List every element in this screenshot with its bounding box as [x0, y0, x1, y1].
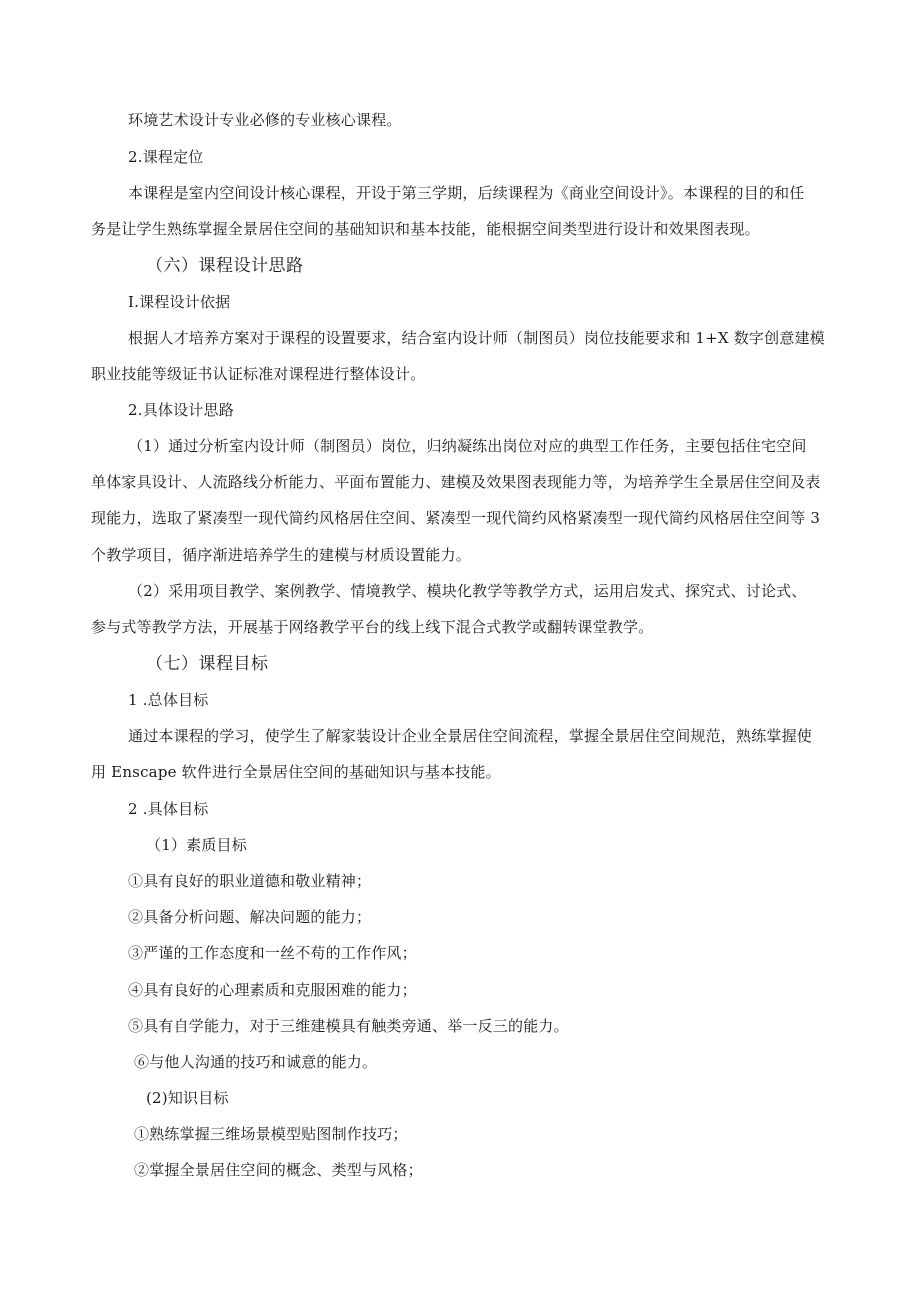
list-item: ⑥与他人沟通的技巧和诚意的能力。	[134, 1053, 378, 1071]
paragraph-line: 职业技能等级证书认证标准对课程进行整体设计。	[91, 365, 426, 383]
paragraph-line: 本课程是室内空间设计核心课程，开设于第三学期，后续课程为《商业空间设计》。本课程的目的和任	[128, 184, 805, 202]
list-item: ④具有良好的心理素质和克服困难的能力；	[128, 981, 417, 999]
section-subheading: (2)知识目标	[146, 1089, 229, 1107]
paragraph-line: 环境艺术设计专业必修的专业核心课程。	[128, 111, 402, 129]
list-item: ②掌握全景居住空间的概念、类型与风格；	[134, 1161, 423, 1179]
paragraph-line: 参与式等教学方法，开展基于网络教学平台的线上线下混合式教学或翻转课堂教学。	[91, 618, 654, 636]
paragraph-line: 根据人才培养方案对于课程的设置要求，结合室内设计师（制图员）岗位技能要求和 1+X 数字创意建模	[128, 329, 825, 347]
paragraph-line: （2）采用项目教学、案例教学、情境教学、模块化教学等教学方式，运用启发式、探究式、讨论式、	[128, 582, 807, 600]
section-subheading: I.课程设计依据	[128, 293, 231, 311]
list-item: ③严谨的工作态度和一丝不苟的工作作风；	[128, 944, 417, 962]
section-subheading: 2 .具体目标	[128, 800, 209, 818]
paragraph-line: 务是让学生熟练掌握全景居住空间的基础知识和基本技能，能根据空间类型进行设计和效果图表现。	[91, 220, 760, 238]
list-item: ①具有良好的职业道德和敬业精神；	[128, 872, 372, 890]
paragraph-line: 单体家具设计、人流路线分析能力、平面布置能力、建模及效果图表现能力等，为培养学生全景居住空间及表	[91, 473, 821, 491]
list-item: ⑤具有自学能力，对于三维建模具有触类旁通、举一反三的能力。	[128, 1017, 569, 1035]
paragraph-line: 通过本课程的学习，使学生了解家装设计企业全景居住空间流程，掌握全景居住空间规范，熟练掌握使	[128, 727, 813, 745]
list-item: ①熟练掌握三维场景模型贴图制作技巧；	[134, 1125, 408, 1143]
paragraph-line: 现能力，选取了紧凑型一现代简约风格居住空间、紧凑型一现代简约风格紧凑型一现代简约风格居住空间等 3	[91, 509, 821, 527]
paragraph-line: （1）通过分析室内设计师（制图员）岗位，归纳凝练出岗位对应的典型工作任务，主要包括住宅空间	[128, 437, 807, 455]
section-heading: （六）课程设计思路	[146, 256, 304, 276]
section-subheading: 1 .总体目标	[128, 691, 209, 709]
paragraph-line: 用 Enscape 软件进行全景居住空间的基础知识与基本技能。	[91, 763, 501, 781]
section-subheading: 2.具体设计思路	[128, 401, 234, 419]
list-item: ②具备分析问题、解决问题的能力；	[128, 908, 372, 926]
section-subheading: 2.课程定位	[128, 148, 204, 166]
section-heading: （七）课程目标	[146, 654, 269, 674]
section-subheading: （1）素质目标	[146, 836, 247, 854]
paragraph-line: 个教学项目，循序渐进培养学生的建模与材质设置能力。	[91, 546, 472, 564]
